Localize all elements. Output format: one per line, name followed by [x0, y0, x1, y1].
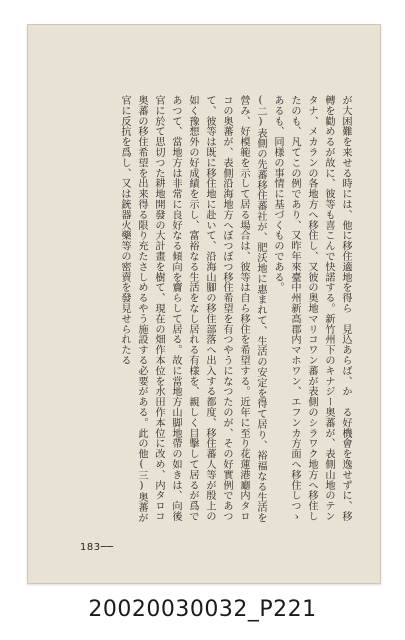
- body-paragraph: が大困難を来せる時には、他に移住適地を得ら 見込あらば、か る好機會を逸せずに、移轉を勸めるが故に、彼等も喜こんで快諾する。新竹州下のキナジー奥蕃が、表側山地のテンタナ、メカランの各地方へ移住し、又彼の奥地マリコワン蕃が表側のシラワク地方へ移住したのも、凡てこの例であり、又昨年來臺中州新高郡内マホワン、エフンカ方面へ移住しつゝあるも、同様の事情に基づくものである。: [272, 95, 351, 522]
- vertical-text-body: [78, 95, 354, 525]
- archive-id-caption: 20020030032_P221: [88, 597, 317, 622]
- body-paragraph: (二)表側の先蕃移住蕃社が、肥沃地に惠まれて、生活の安定を得て居り、裕福なる生活を營み、好模範を示して居る場合は、彼等は自ら移住を希望する。近年に至り花蓮港廳内タロコの奥蕃が、表側沿海地方へぼつぼつ移住希望を有つやうになつたのが、その好實例であつて、彼等は既に移住地に赴いて、沿海山腳の移住部落へ出入する都度、移住蕃人等が殷上の如く豫想外の好成績を示し、富裕なる生活をなし居れる有様を、親しく目擊して居るが爲であつて、當地方は非常に良好なる傾向を齎らして居る。故に當地方山脚地帶の如きは、向後官に於て思切つた耕地開發の大計畫を樹て、現在の畑作本位を水田作本位に改め、内タロコ奥蕃の移住希望を出来得る限り充たさしめるやう施設する必要がある。此の他(三)奥蕃が官に反抗を爲し、又は銃器火藥等の密賣を發見せられたる: [119, 95, 266, 523]
- book-page: [27, 24, 381, 584]
- page-number: 183──: [80, 542, 114, 553]
